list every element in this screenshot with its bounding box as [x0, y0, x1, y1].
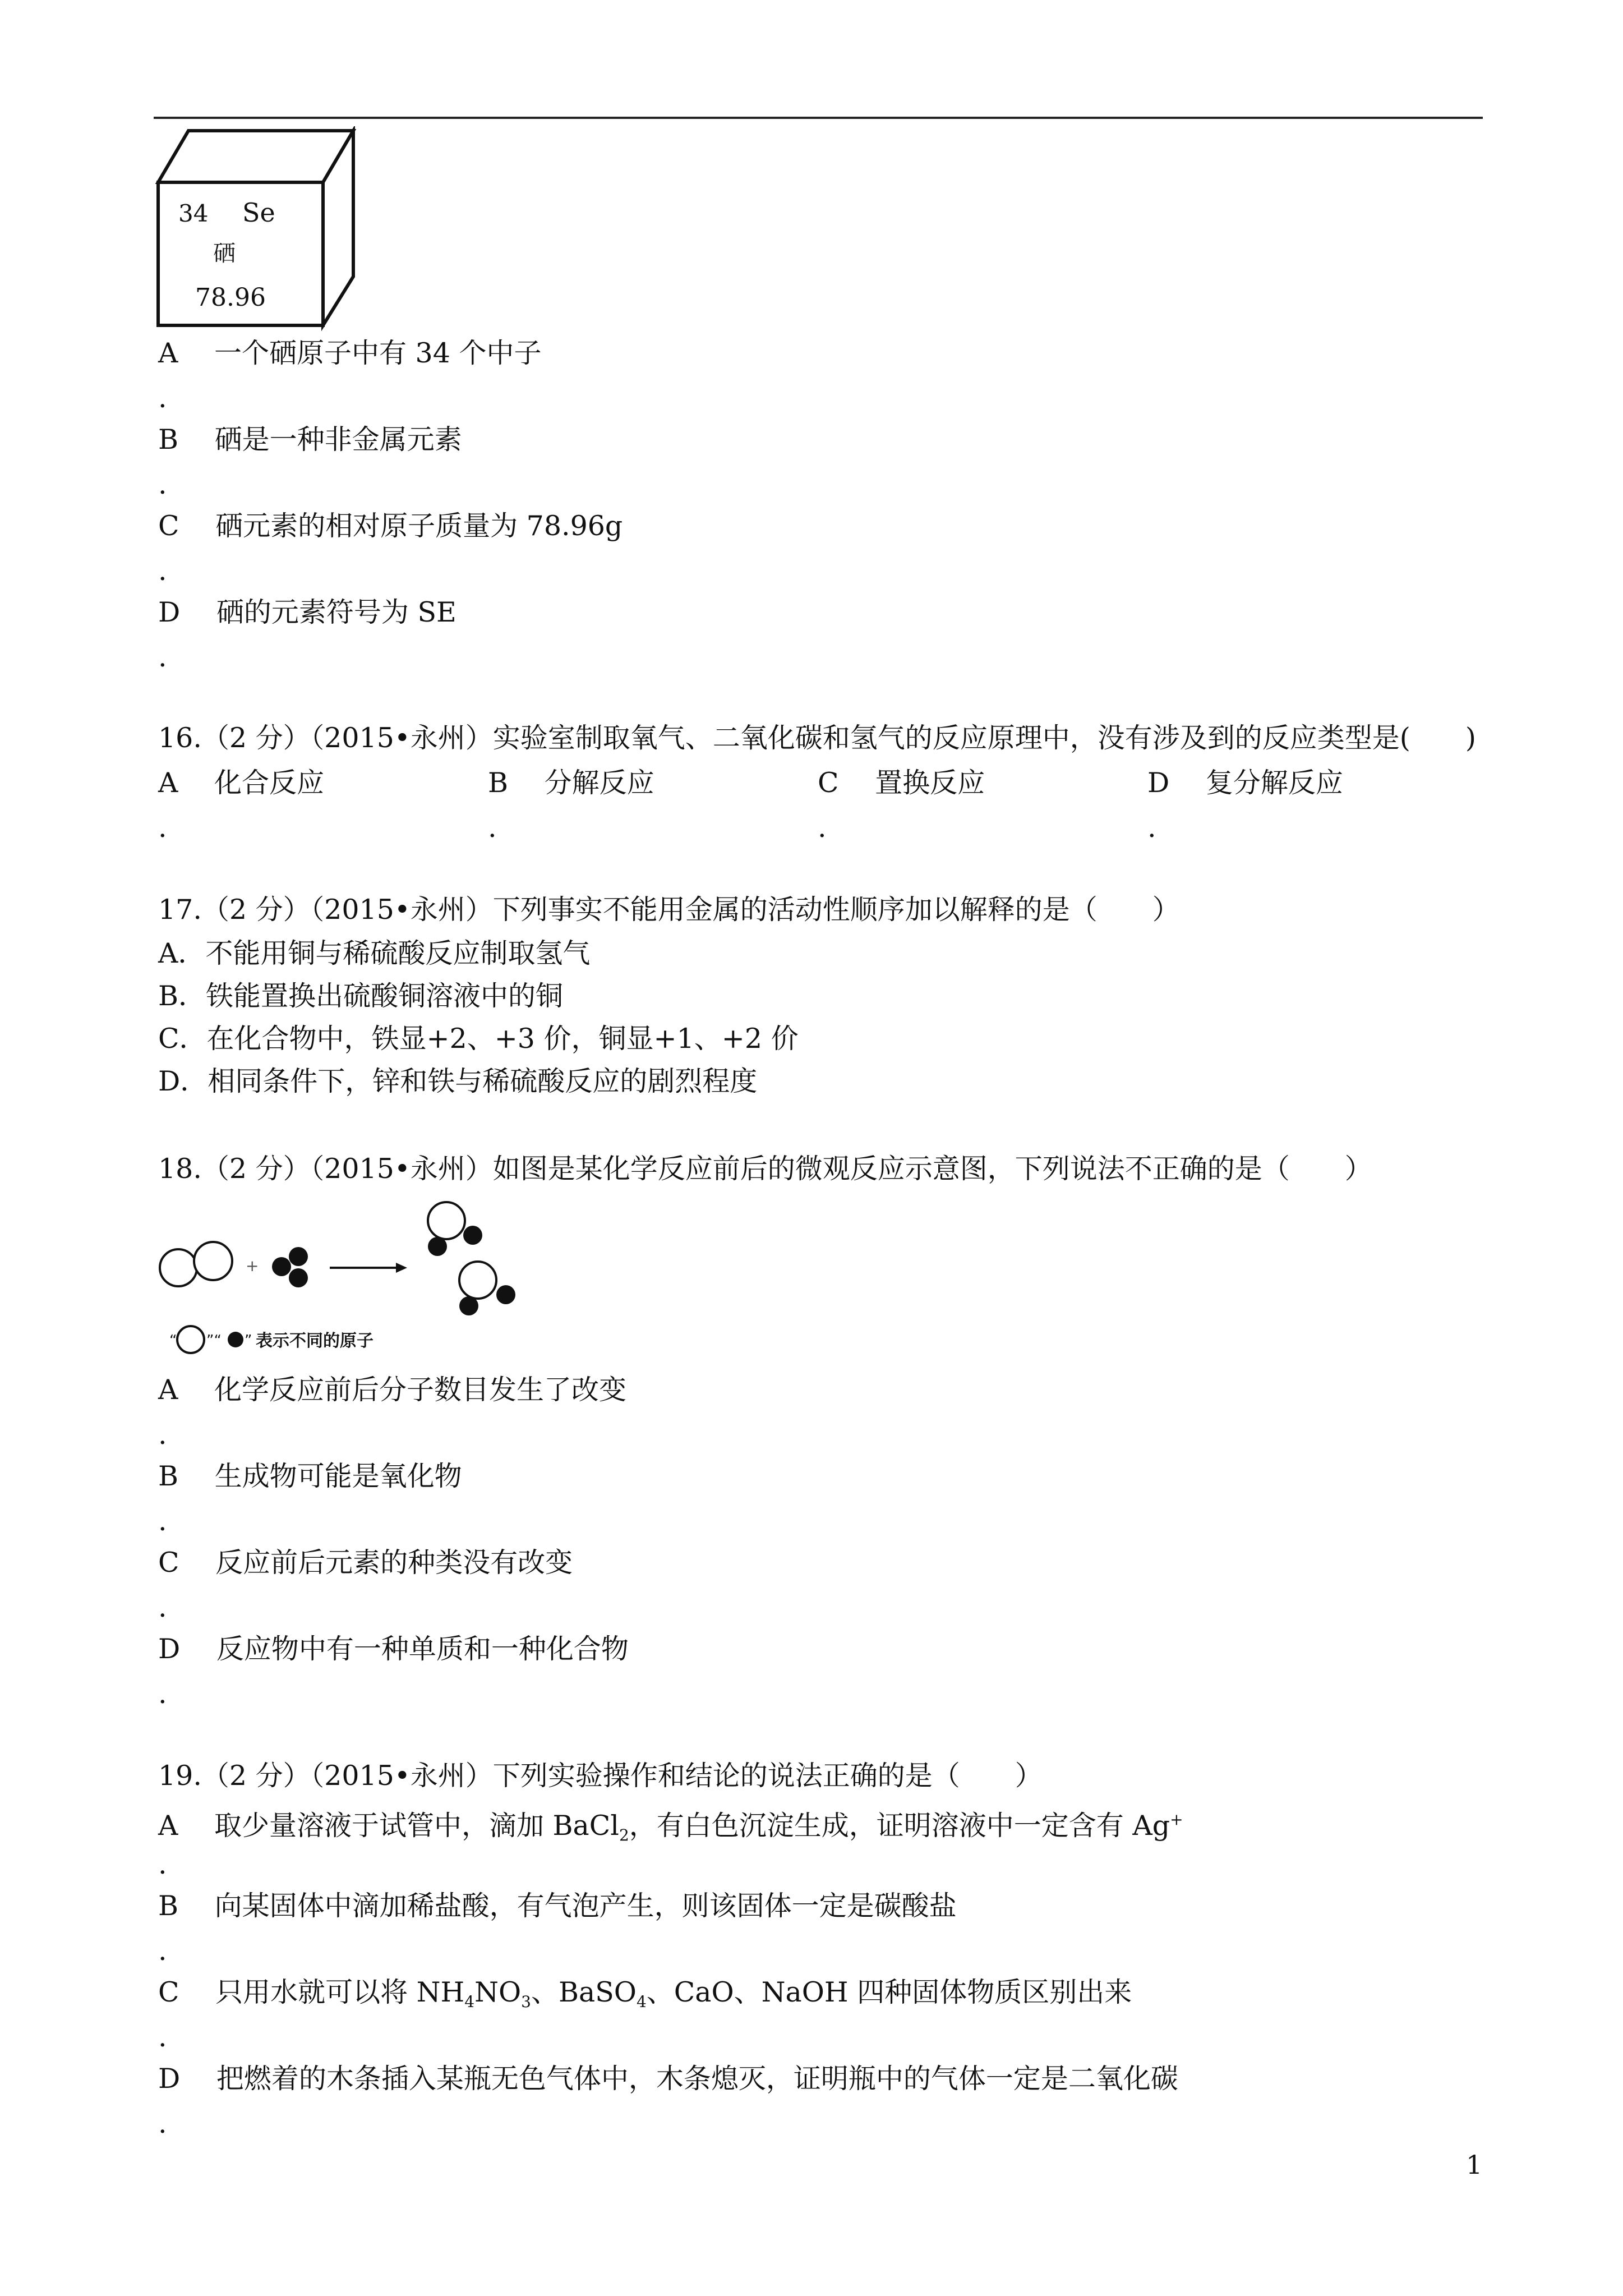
- q16-option-b: B 分解反应: [488, 767, 654, 799]
- page-number: 1: [1466, 2150, 1483, 2180]
- q19-option-d: D 把燃着的木条插入某瓶无色气体中，木条熄灭，证明瓶中的气体一定是二氧化碳: [158, 2063, 1178, 2095]
- q15-option-b-dot: .: [158, 468, 167, 500]
- tile-atomic-number: 34: [178, 200, 209, 227]
- q15-option-d: D 硒的元素符号为 SE: [158, 596, 457, 628]
- q17-stem: 17.（2 分）（2015•永州）下列事实不能用金属的活动性顺序加以解释的是（ ）: [158, 894, 1180, 926]
- q16-option-b-dot: .: [488, 812, 497, 844]
- svg-text:”: ”: [245, 1332, 252, 1349]
- q16-option-a: A 化合反应: [158, 767, 324, 799]
- header-rule: [154, 117, 1483, 119]
- q18-option-a: A 化学反应前后分子数目发生了改变: [158, 1374, 626, 1406]
- reaction-legend-text: 表示不同的原子: [256, 1331, 374, 1351]
- q15-option-b: B 硒是一种非金属元素: [158, 424, 462, 455]
- q15-option-a: A 一个硒原子中有 34 个中子: [158, 337, 542, 369]
- q19-option-a-dot: .: [158, 1848, 167, 1880]
- q17-option-c: C．在化合物中，铁显+2、+3 价，铜显+1、+2 价: [158, 1023, 799, 1055]
- q16-option-d-dot: .: [1147, 812, 1156, 844]
- q16-option-a-dot: .: [158, 812, 167, 844]
- q18-option-d: D 反应物中有一种单质和一种化合物: [158, 1633, 629, 1665]
- q18-option-d-dot: .: [158, 1678, 167, 1710]
- q15-option-d-dot: .: [158, 641, 167, 673]
- svg-text:”“: ”“: [206, 1332, 222, 1349]
- svg-text:+: +: [246, 1257, 259, 1275]
- q15-option-c: C 硒元素的相对原子质量为 78.96g: [158, 510, 623, 542]
- q16-option-c-dot: .: [818, 812, 827, 844]
- q19-option-c: C 只用水就可以将 $NH_4NO_3$、BaSO$_4$、CaO、NaOH 四种固体物质区别出来: [158, 1976, 1132, 2011]
- q17-option-d: D．相同条件下，锌和铁与稀硫酸反应的剧烈程度: [158, 1065, 758, 1097]
- q19-option-a: A 取少量溶液于试管中，滴加 BaCl$_2$，有白色沉淀生成，证明溶液中一定含有 Ag+: [158, 1810, 1183, 1844]
- q19-stem: 19.（2 分）（2015•永州）下列实验操作和结论的说法正确的是（ ）: [158, 1760, 1043, 1792]
- q18-option-b-dot: .: [158, 1505, 167, 1537]
- q18-option-c-dot: .: [158, 1591, 167, 1623]
- q16-stem: 16.（2 分）（2015•永州）实验室制取氧气、二氧化碳和氢气的反应原理中，没有涉及到的反应类型是( ): [158, 722, 1477, 754]
- q18-option-a-dot: .: [158, 1419, 167, 1451]
- q15-option-c-dot: .: [158, 555, 167, 587]
- q17-option-b: B．铁能置换出硫酸铜溶液中的铜: [158, 980, 564, 1012]
- q19-option-c-dot: .: [158, 2021, 167, 2053]
- q19-option-b: B 向某固体中滴加稀盐酸，有气泡产生，则该固体一定是碳酸盐: [158, 1890, 957, 1922]
- reaction-diagram: [151, 1195, 533, 1358]
- svg-text:“: “: [169, 1332, 177, 1349]
- q19-option-b-dot: .: [158, 1935, 167, 1967]
- tile-element-name: 硒: [213, 241, 236, 266]
- q16-option-d: D 复分解反应: [1147, 767, 1343, 799]
- q19-option-d-dot: .: [158, 2108, 167, 2139]
- q18-option-c: C 反应前后元素的种类没有改变: [158, 1547, 573, 1579]
- q18-stem: 18.（2 分）（2015•永州）如图是某化学反应前后的微观反应示意图，下列说法不正确的是（ ）: [158, 1153, 1372, 1185]
- element-tile-figure: [151, 126, 359, 331]
- q18-option-b: B 生成物可能是氧化物: [158, 1460, 462, 1492]
- q16-option-c: C 置换反应: [818, 767, 985, 799]
- q17-option-a: A．不能用铜与稀硫酸反应制取氢气: [158, 937, 591, 969]
- tile-symbol: Se: [242, 197, 275, 228]
- q15-option-a-dot: .: [158, 382, 167, 414]
- tile-atomic-mass: 78.96: [195, 283, 266, 312]
